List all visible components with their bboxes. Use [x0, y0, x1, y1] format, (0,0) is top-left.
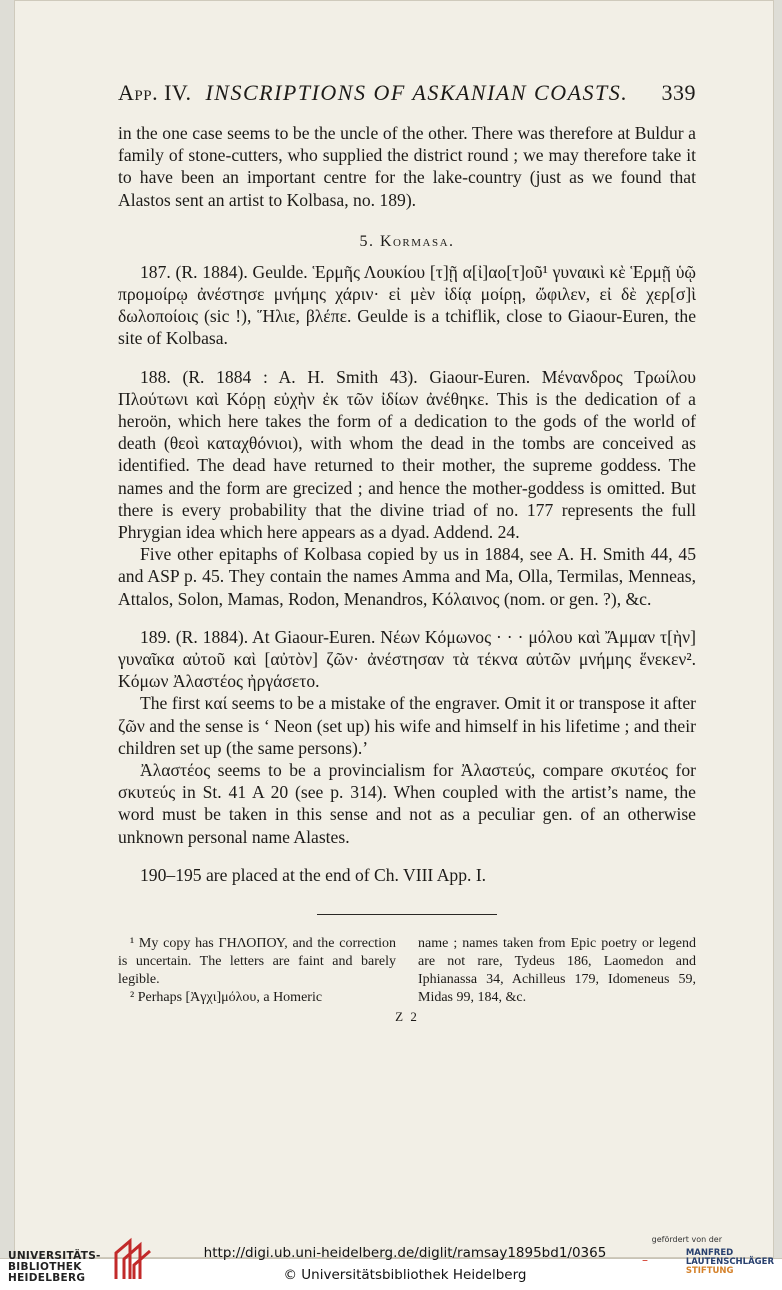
library-name-line-2: BIBLIOTHEK [8, 1261, 82, 1273]
book-page [14, 0, 774, 1258]
running-title: INSCRIPTIONS OF ASKANIAN COASTS. [205, 80, 629, 105]
entry-189-commentary: The first καί seems to be a mistake of the engraver. Omit it or transpose it after ζῶν and the sense is ‘ Neon (set up) his wife and himself in his lifetime ; and their children set up (the same persons).’ [118, 693, 696, 758]
entry-188-epitaphs: Five other epitaphs of Kolbasa copied by us in 1884, see A. H. Smith 44, 45 and ASP p. 45. They contain the names Amma and Ma, Olla, Termilas, Menneas, Attalos, Solon, Mamas, Rodon, Menandros, Κόλαινος (nom. or gen. ?), &c. [118, 544, 696, 609]
library-footer [0, 1235, 782, 1290]
sponsor-label: gefördert von der [651, 1235, 722, 1244]
page-number: 339 [661, 80, 696, 105]
running-header [118, 80, 696, 110]
footnote-rule [317, 914, 497, 915]
entry-188: 188. (R. 1884 : A. H. Smith 43). Giaour-Euren. Μένανδρος Τρωίλου Πλούτωνι καὶ Κόρῃ εὐχὴν ἐκ τῶν ἰδίων ἀνέθηκε. This is the dedication of a heroön, which here takes the form of a dedication to the gods of the world of death (θεοὶ καταχθόνιοι), with whom the dead in the tombs are conceived as identified. The dead have returned to their mother, the supreme goddess. The names and the form are grecized ; and hence the mother-goddess is omitted. But there is every probability that the divine triad of no. 177 represents the full Phrygian idea which here appears as a dyad. Addend. 24. [118, 366, 696, 543]
sponsor-dash-icon: – [642, 1253, 648, 1267]
library-logo-icon [110, 1235, 156, 1283]
footnote-2: ² Perhaps [Ἀγχι]μόλου, a Homeric [130, 990, 323, 1006]
entry-190-195: 190–195 are placed at the end of Ch. VIII App. I. [140, 864, 487, 885]
entry-189: 189. (R. 1884). At Giaour-Euren. Νέων Κόμωνος · · · μόλου καὶ Ἄμμαν τ[ὴν] γυναῖκα αὐτοῦ καὶ [αὐτὸν] ζῶν· ἀνέστησαν τὰ τέκνα αὐτῶν μνήμης ἕνεκεν². Κόμων Ἀλαστέος ἠργάσετο. [118, 626, 696, 692]
header-left [118, 80, 628, 106]
library-name [8, 1251, 101, 1284]
footnote-2-continued: name ; names taken from Epic poetry or legend are not rare, Tydeus 186, Laomedon and Iphianassa 34, Achilleus 179, Idomeneus 59, Midas 99, 184, &c. [418, 936, 696, 1006]
page-content [118, 80, 696, 1025]
footnote-1: ¹ My copy has ΓΗΛΟΠΟΥ, and the correction is uncertain. The letters are faint and barely legible. [118, 936, 396, 988]
section-title: 5. Kormasa. [359, 232, 455, 250]
footnotes [118, 935, 696, 1007]
footnotes-right-column [418, 935, 696, 1007]
sponsor-line-3: STIFTUNG [685, 1266, 734, 1276]
footnotes-left-column [118, 935, 396, 1007]
intro-paragraph: in the one case seems to be the uncle of the other. There was therefore at Buldur a family of stone-cutters, who supplied the district round ; we may therefore take it to have been an important centre for the lake-country (just as we found that Alastos sent an artist to Kolbasa, no. 189). [118, 123, 696, 210]
appendix-label: App. IV. [118, 80, 192, 105]
entry-187: 187. (R. 1884). Geulde. Ἑρμῆς Λουκίου [τ]ῇ α[ἰ]αο[τ]οῦ¹ γυναικὶ κὲ Ἑρμῇ ὑῷ προμοίρῳ ἀνέστησε μνήμης χάριν· εἰ μὲν ἰδίᾳ μοίρῃ, ὤφιλεν, εἰ δὲ χερ[σ]ὶ δωλοποίοις (sic !), Ἥλιε, βλέπε. Geulde is a tchiflik, close to Giaour-Euren, the site of Kolbasa. [118, 261, 696, 349]
sponsor-line-2: LAUTENSCHLÄGER [685, 1257, 774, 1267]
copyright-notice: © Universitätsbibliothek Heidelberg [283, 1267, 527, 1283]
sponsor-logo [686, 1249, 774, 1276]
permalink[interactable]: http://digi.ub.uni-heidelberg.de/diglit/ramsay1895bd1/0365 [203, 1245, 607, 1261]
sponsor-line-1: MANFRED [685, 1248, 734, 1258]
library-name-line-3: HEIDELBERG [8, 1272, 86, 1284]
entry-189-alasteos: Ἀλαστέος seems to be a provincialism for Ἀλαστεύς, compare σκυτέος for σκυτεύς in St. 41 A 20 (see p. 314). When coupled with the artist’s name, the word must be taken in this sense and not as a peculiar gen. of an otherwise unknown personal name Alastes. [118, 760, 696, 847]
signature-mark: Z 2 [395, 1009, 419, 1025]
library-name-line-1: UNIVERSITÄTS- [8, 1250, 101, 1262]
